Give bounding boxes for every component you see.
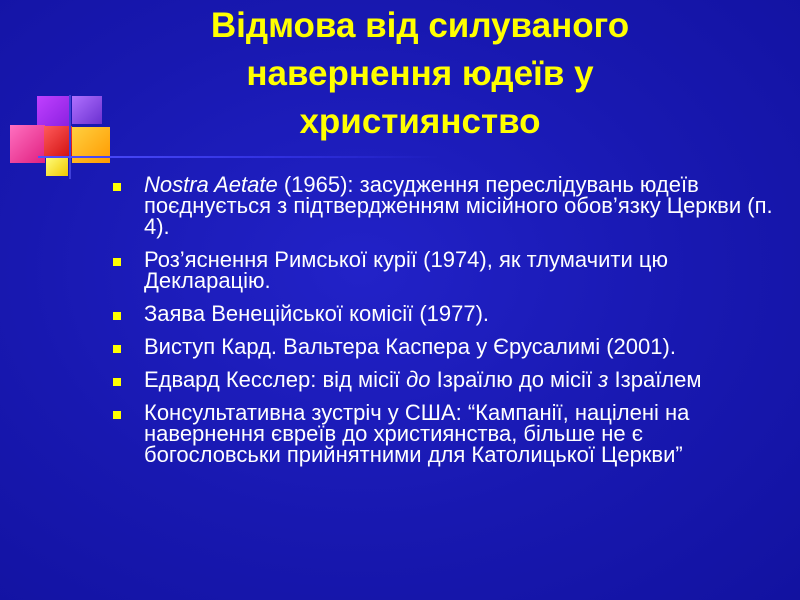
bullet-text-part-1: Едвард Кесслер: від місії [144, 367, 407, 392]
horizontal-divider-line [38, 156, 440, 158]
bullet-item-usa-consultation [111, 402, 781, 465]
purple-square-decoration [37, 96, 69, 128]
bullet-item-kessler [111, 369, 781, 390]
square-bullet-icon [113, 312, 121, 320]
bullet-text: Роз’яснення Римської курії (1974), як тлумачити цю Декларацію. [144, 247, 669, 293]
yellow-square-decoration [46, 156, 68, 176]
bullet-text-part-3: Ізраїлем [608, 367, 702, 392]
violet-square-decoration [72, 96, 102, 124]
bullet-italic-word: з [598, 367, 609, 392]
square-bullet-icon [113, 183, 121, 191]
square-bullet-icon [113, 258, 121, 266]
title-line-3: християнство [299, 102, 541, 141]
bullet-text: (1965): засудження переслідувань юдеїв поєднується з підтвердженням місійного обов’язку Церкви (п. 4). [144, 172, 773, 239]
bullet-text: Виступ Кард. Вальтера Каспера у Єрусалимі (2001). [144, 334, 676, 359]
square-bullet-icon [113, 411, 121, 419]
bullet-italic-word: до [406, 367, 431, 392]
bullet-text: Заява Венеційської комісії (1977). [144, 301, 490, 326]
bullet-list [111, 174, 781, 477]
bullet-item-venice-commission [111, 303, 781, 324]
bullet-text: Консультативна зустріч у США: “Кампанії, націлені на навернення євреїв до християнства, більше не є богословськи прийнятними для Католицької Церкви” [144, 400, 690, 467]
title-line-1: Відмова від силуваного [210, 6, 630, 45]
bullet-italic-lead: Nostra Aetate [144, 172, 278, 197]
square-bullet-icon [113, 345, 121, 353]
square-bullet-icon [113, 378, 121, 386]
slide-title [120, 2, 720, 146]
bullet-item-nostra-aetate [111, 174, 781, 237]
bullet-item-roman-curia [111, 249, 781, 291]
bullet-item-kasper-speech [111, 336, 781, 357]
title-line-2: навернення юдеїв у [246, 54, 594, 93]
red-square-decoration [44, 126, 72, 156]
bullet-text-part-2: Ізраїлю до місії [430, 367, 599, 392]
vertical-divider-line [69, 95, 71, 179]
